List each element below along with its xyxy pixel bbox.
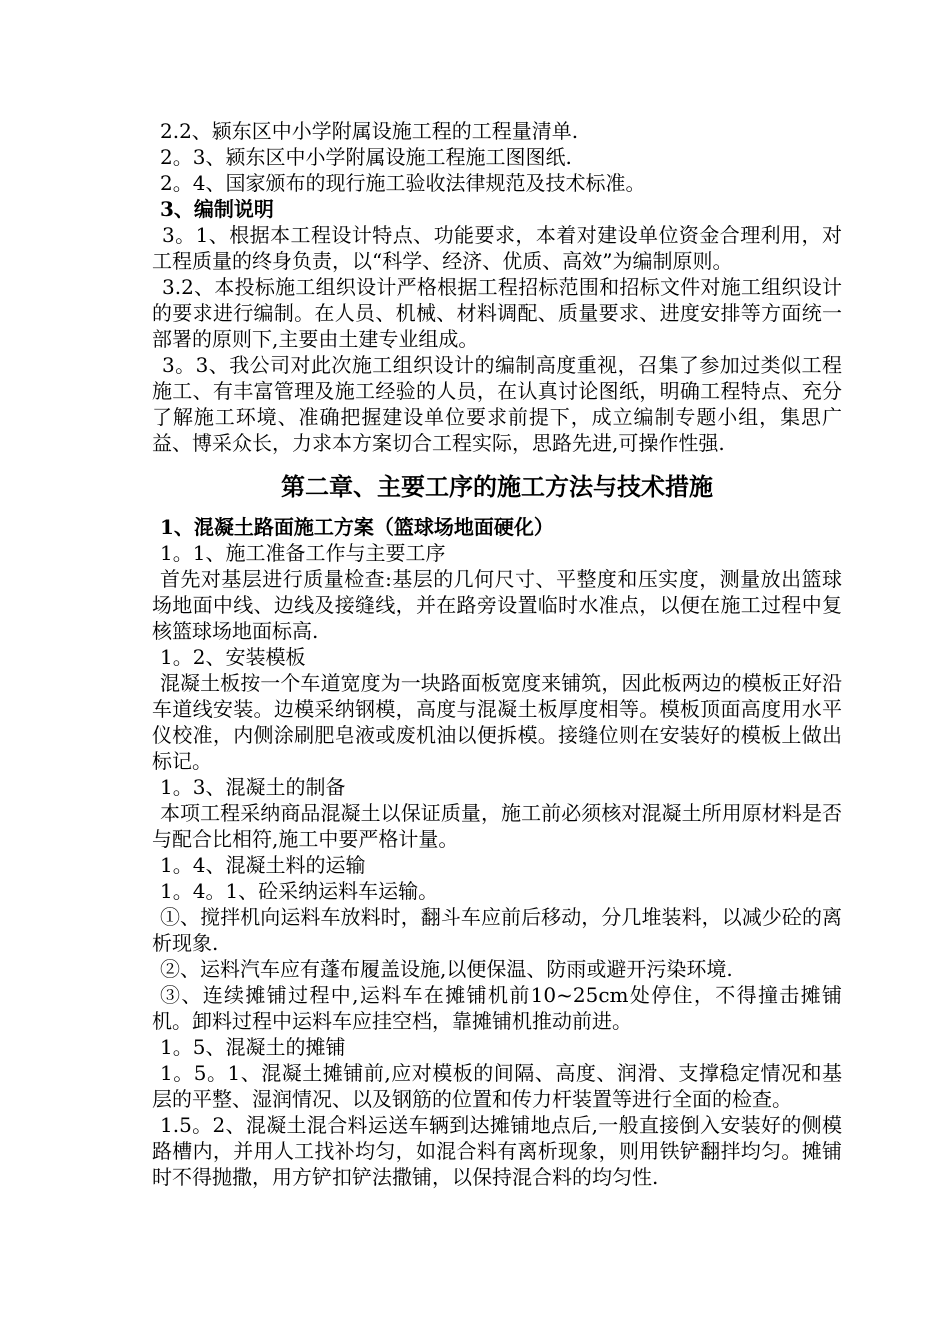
list-item-1: ①、搅拌机向运料车放料时，翻斗车应前后移动，分几堆装料，以减少砼的离析现象.	[152, 905, 842, 955]
paragraph-1-5-2: 1.5。2、混凝土混合料运送车辆到达摊铺地点后,一般直接倒入安装好的侧模路槽内，并用人工找补均匀，如混合料有离析现象，则用铁铲翻拌均匀。摊铺时不得抛撒，用方铲扣铲法撒铺，以保持混合料的均匀性.	[152, 1113, 842, 1189]
paragraph-3-1: 3。1、根据本工程设计特点、功能要求，本着对建设单位资金合理利用，对工程质量的终身负责，以“科学、经济、优质、高效”为编制原则。	[152, 223, 842, 273]
list-item-2: ②、运料汽车应有蓬布履盖设施,以便保温、防雨或避开污染环境.	[160, 957, 733, 981]
subheading-1-4-1: 1。4。1、砼采纳运料车运输。	[160, 879, 439, 903]
paragraph-1-5-1: 1。5。1、混凝土摊铺前,应对模板的间隔、高度、润滑、支撑稳定情况和基层的平整、湿润情况、以及钢筋的位置和传力杆装置等进行全面的检查。	[152, 1061, 842, 1111]
paragraph-1-2: 混凝土板按一个车道宽度为一块路面板宽度来铺筑，因此板两边的模板正好沿车道线安装。边模采纳钢模，高度与混凝土板厚度相等。模板顶面高度用水平仪校准，内侧涂刷肥皂液或废机油以便拆模。接缝位则在安装好的模板上做出标记。	[152, 671, 842, 773]
subheading-1-1: 1。1、施工准备工作与主要工序	[160, 541, 446, 565]
item-2-4: 2。4、国家颁布的现行施工验收法律规范及技术标准。	[160, 171, 646, 195]
chapter-2-title: 第二章、主要工序的施工方法与技术措施	[281, 472, 713, 501]
section-3-heading: 3、编制说明	[160, 197, 274, 221]
document-page	[152, 118, 842, 1190]
paragraph-1-3: 本项工程采纳商品混凝土以保证质量，施工前必须核对混凝土所用原材料是否与配合比相符,施工中要严格计量。	[152, 801, 842, 851]
paragraph-3-3: 3。3、我公司对此次施工组织设计的编制高度重视，召集了参加过类似工程施工、有丰富管理及施工经验的人员，在认真讨论图纸，明确工程特点、充分了解施工环境、准确把握建设单位要求前提下，成立编制专题小组，集思广益、博采众长，力求本方案切合工程实际，思路先进,可操作性强.	[152, 353, 842, 455]
item-2-2: 2.2、颍东区中小学附属设施工程的工程量清单.	[160, 119, 579, 143]
subheading-1-2: 1。2、安装模板	[160, 645, 306, 669]
subheading-1-3: 1。3、混凝土的制备	[160, 775, 346, 799]
subheading-1-4: 1。4、混凝土料的运输	[160, 853, 366, 877]
paragraph-1-1: 首先对基层进行质量检查:基层的几何尺寸、平整度和压实度，测量放出篮球场地面中线、边线及接缝线，并在路旁设置临时水准点，以便在施工过程中复核篮球场地面标高.	[152, 567, 842, 643]
subheading-1-5: 1。5、混凝土的摊铺	[160, 1035, 346, 1059]
paragraph-3-2: 3.2、本投标施工组织设计严格根据工程招标范围和招标文件对施工组织设计的要求进行编制。在人员、机械、材料调配、质量要求、进度安排等方面统一部署的原则下,主要由土建专业组成。	[152, 275, 842, 351]
item-2-3: 2。3、颍东区中小学附属设施工程施工图图纸.	[160, 145, 572, 169]
list-item-3: ③、连续摊铺过程中,运料车在摊铺机前10~25cm处停住，不得撞击摊铺机。卸料过程中运料车应挂空档，靠摊铺机推动前进。	[152, 983, 842, 1033]
section-1-heading: 1、混凝土路面施工方案（篮球场地面硬化）	[160, 515, 554, 539]
